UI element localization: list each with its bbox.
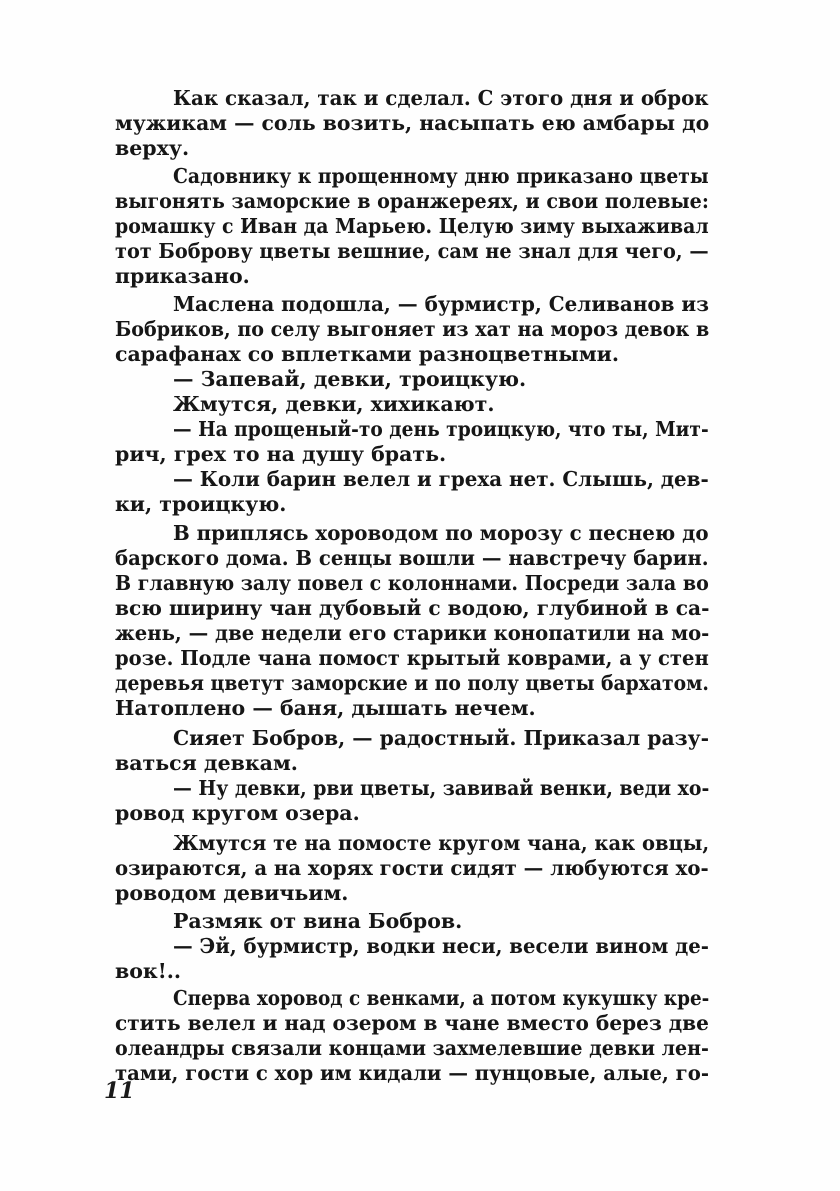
text-line: В главную залу повел с колоннами. Посреди зала во bbox=[115, 571, 709, 595]
text-line: всю ширину чан дубовый с водою, глубиной в са- bbox=[115, 596, 710, 620]
text-line: Жмутся, девки, хихикают. bbox=[173, 392, 495, 416]
text-line: ки, троицкую. bbox=[115, 492, 287, 516]
text-line: Бобриков, по селу выгоняет из хат на мороз девок в bbox=[115, 317, 710, 341]
text-line: Сияет Бобров, — радостный. Приказал разу- bbox=[173, 726, 710, 750]
text-line: рич, грех то на душу брать. bbox=[115, 442, 447, 466]
text-line: Маслена подошла, — бурмистр, Селиванов из bbox=[173, 292, 709, 316]
text-line: ровод кругом озера. bbox=[115, 801, 360, 825]
text-line: Размяк от вина Бобров. bbox=[173, 909, 463, 933]
text-line: Садовнику к прощенному дню приказано цветы bbox=[173, 164, 709, 188]
text-line: барского дома. В сенцы вошли — навстречу барин. bbox=[115, 546, 709, 570]
text-line: вок!.. bbox=[115, 959, 181, 983]
text-line: — Запевай, девки, троицкую. bbox=[173, 367, 527, 391]
text-line: В приплясь хороводом по морозу с песнею до bbox=[173, 521, 709, 545]
text-line: мужикам — соль возить, насыпать ею амбары до bbox=[115, 111, 710, 135]
page-number: 11 bbox=[104, 1078, 135, 1104]
text-line: Сперва хоровод с венками, а потом кукушку кре- bbox=[173, 986, 710, 1010]
text-line: приказано. bbox=[115, 264, 250, 288]
text-line: роводом девичьим. bbox=[115, 881, 349, 905]
text-line: — На прощеный-то день троицкую, что ты, Мит- bbox=[173, 417, 709, 441]
text-line: жень, — две недели его старики конопатили на мо- bbox=[115, 621, 710, 645]
text-line: — Ну девки, рви цветы, завивай венки, веди хо- bbox=[173, 776, 710, 800]
text-line: ваться девкам. bbox=[115, 751, 298, 775]
text-line: выгонять заморские в оранжереях, и свои полевые: bbox=[115, 189, 709, 213]
text-line: верху. bbox=[115, 136, 190, 160]
text-line: сарафанах со вплетками разноцветными. bbox=[115, 342, 619, 366]
text-line: тами, гости с хор им кидали — пунцовые, алые, го- bbox=[115, 1061, 709, 1085]
text-line: ромашку с Иван да Марьею. Целую зиму выхаживал bbox=[115, 214, 709, 238]
text-line: Как сказал, так и сделал. С этого дня и оброк bbox=[173, 86, 709, 110]
text-line: розе. Подле чана помост крытый коврами, а у стен bbox=[115, 646, 709, 670]
text-line: озираются, а на хорях гости сидят — любуются хо- bbox=[115, 856, 709, 880]
text-line: деревья цветут заморские и по полу цветы бархатом. bbox=[115, 671, 709, 695]
text-line: стить велел и над озером в чане вместо берез две bbox=[115, 1011, 709, 1035]
text-line: Жмутся те на помосте кругом чана, как овцы, bbox=[173, 831, 710, 855]
text-line: олеандры связали концами захмелевшие девки лен- bbox=[115, 1036, 709, 1060]
text-line: тот Боброву цветы вешние, сам не знал для чего, — bbox=[115, 239, 709, 263]
text-line: — Эй, бурмистр, водки неси, весели вином де- bbox=[173, 934, 709, 958]
text-line: Натоплено — баня, дышать нечем. bbox=[115, 696, 536, 720]
text-line: — Коли барин велел и греха нет. Слышь, дев- bbox=[173, 467, 709, 491]
